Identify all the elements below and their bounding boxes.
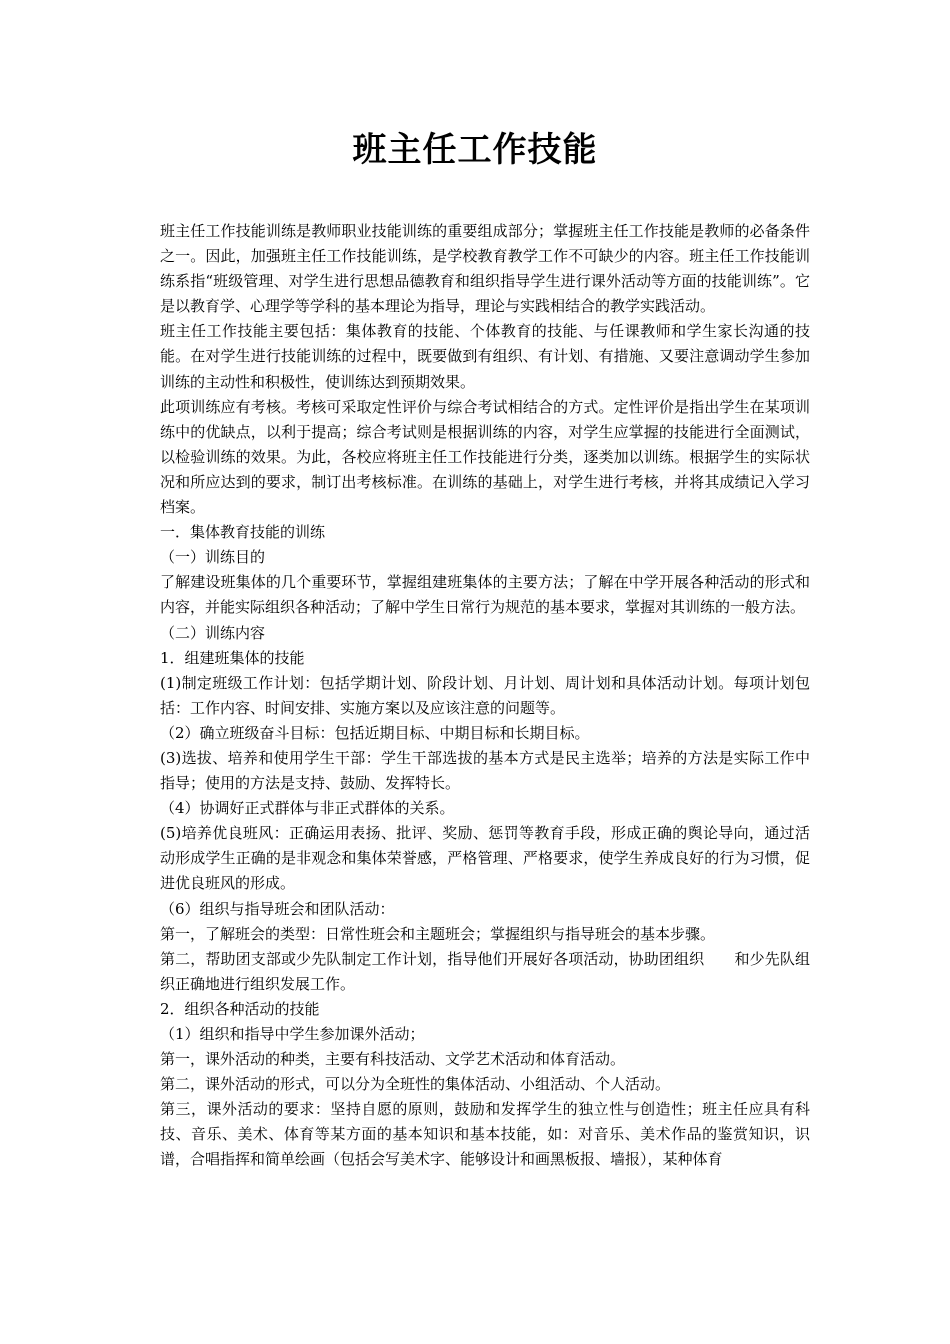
list-item: (1)制定班级工作计划：包括学期计划、阶段计划、月计划、周计划和具体活动计划。每项计划包括：工作内容、时间安排、实施方案以及应该注意的问题等。 <box>160 673 810 717</box>
list-item: 第二，课外活动的形式，可以分为全班性的集体活动、小组活动、个人活动。 <box>160 1075 671 1094</box>
section-heading: 一．集体教育技能的训练 <box>160 523 326 542</box>
list-item: （6）组织与指导班会和团队活动： <box>160 899 395 918</box>
list-item: 第三，课外活动的要求：坚持自愿的原则，鼓励和发挥学生的独立性与创造性；班主任应具有科技、音乐、美术、体育等某方面的基本知识和基本技能，如：对音乐、美术作品的鉴赏知识，识谱，合唱指挥和简单绘画（包括会写美术字、能够设计和画黑板报、墙报），某种体育 <box>160 1100 810 1169</box>
paragraph: 班主任工作技能训练是教师职业技能训练的重要组成部分；掌握班主任工作技能是教师的必备条件之一。因此，加强班主任工作技能训练，是学校教育教学工作不可缺少的内容。班主任工作技能训练系指“班级管理、对学生进行思想品德教育和组织指导学生进行课外活动等方面的技能训练”。它是以教育学、心理学等学科的基本理论为指导，理论与实践相结合的教学实践活动。 <box>160 222 810 316</box>
paragraph: 班主任工作技能主要包括：集体教育的技能、个体教育的技能、与任课教师和学生家长沟通的技能。在对学生进行技能训练的过程中，既要做到有组织、有计划、有措施、又要注意调动学生参加训练的主动性和积极性，使训练达到预期效果。 <box>160 322 810 391</box>
list-item: 第一，课外活动的种类，主要有科技活动、文学艺术活动和体育活动。 <box>160 1050 626 1069</box>
subsection-heading: （一）训练目的 <box>160 548 266 567</box>
list-item: （4）协调好正式群体与非正式群体的关系。 <box>160 799 455 818</box>
item-heading: 2．组织各种活动的技能 <box>160 999 320 1018</box>
subsection-heading: （二）训练内容 <box>160 623 266 642</box>
list-item: (5)培养优良班风：正确运用表扬、批评、奖励、惩罚等教育手段，形成正确的舆论导向，通过活动形成学生正确的是非观念和集体荣誉感，严格管理、严格要求，使学生养成良好的行为习惯，促进优良班风的形成。 <box>160 824 810 893</box>
list-item: （2）确立班级奋斗目标：包括近期目标、中期目标和长期目标。 <box>160 723 590 742</box>
paragraph: 了解建设班集体的几个重要环节，掌握组建班集体的主要方法；了解在中学开展各种活动的形式和内容，并能实际组织各种活动；了解中学生日常行为规范的基本要求，掌握对其训练的一般方法。 <box>160 573 810 617</box>
list-item: 第二，帮助团支部或少先队制定工作计划，指导他们开展好各项活动，协助团组织 和少先队组织正确地进行组织发展工作。 <box>160 949 810 993</box>
list-item: 第一，了解班会的类型：日常性班会和主题班会；掌握组织与指导班会的基本步骤。 <box>160 924 716 943</box>
paragraph: 此项训练应有考核。考核可采取定性评价与综合考试相结合的方式。定性评价是指出学生在某项训练中的优缺点，以利于提高；综合考试则是根据训练的内容，对学生应掌握的技能进行全面测试，以检验训练的效果。为此，各校应将班主任工作技能进行分类，逐类加以训练。根据学生的实际状况和所应达到的要求，制订出考核标准。在训练的基础上，对学生进行考核，并将其成绩记入学习档案。 <box>160 397 810 517</box>
item-heading: 1．组建班集体的技能 <box>160 648 305 667</box>
list-item: （1）组织和指导中学生参加课外活动； <box>160 1025 425 1043</box>
list-item: (3)选拔、培养和使用学生干部：学生干部选拔的基本方式是民主选举；培养的方法是实际工作中指导；使用的方法是支持、鼓励、发挥特长。 <box>160 748 810 793</box>
document-body <box>160 219 810 1173</box>
document-title: 班主任工作技能 <box>352 130 598 170</box>
